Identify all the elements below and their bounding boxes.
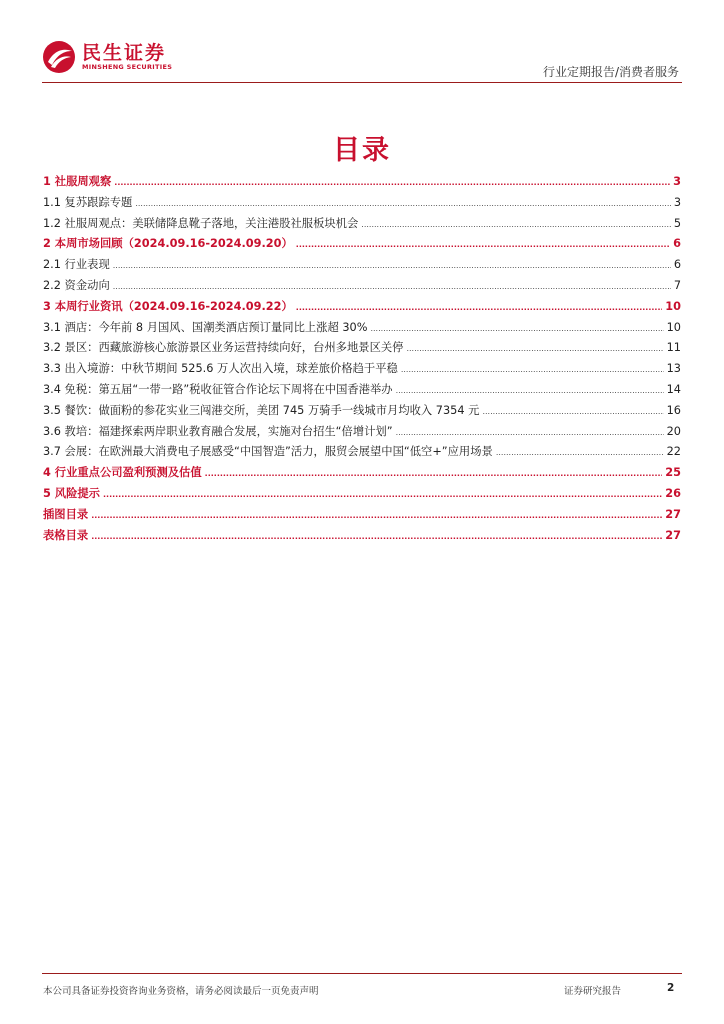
toc-entry-label: 3.4 免税：第五届“一带一路”税收征管合作论坛下周将在中国香港举办 — [43, 382, 393, 396]
footer-report-type: 证券研究报告 — [564, 986, 622, 997]
toc-entry-label: 2 本周市场回顾（2024.09.16-2024.09.20） — [43, 237, 293, 251]
toc-entry-label: 3.7 会展：在欧洲最大消费电子展感受“中国智造”活力，服贸会展望中国“低空+”应用场景 — [43, 445, 493, 459]
toc-dot-leader — [113, 282, 671, 291]
toc-entry-page: 10 — [665, 299, 681, 313]
toc-entry-page: 16 — [666, 403, 681, 417]
toc-entry[interactable] — [43, 527, 681, 548]
page-header — [0, 0, 724, 84]
toc-title: 目录 — [333, 135, 391, 166]
toc-entry-label: 3.6 教培：福建探索两岸职业教育融合发展，实施对台招生“倍增计划” — [43, 424, 393, 438]
toc-entry[interactable] — [43, 194, 681, 215]
toc-dot-leader — [113, 261, 671, 270]
toc-entry-page: 20 — [666, 424, 681, 438]
toc-entry[interactable] — [43, 319, 681, 340]
logo-chinese-name: 民生证券 — [82, 41, 167, 64]
toc-dot-leader — [296, 240, 670, 249]
toc-entry[interactable] — [43, 443, 681, 464]
toc-entry-page: 13 — [666, 362, 681, 376]
toc-entry[interactable] — [43, 298, 681, 319]
toc-entry[interactable] — [43, 173, 681, 194]
toc-entry[interactable] — [43, 215, 681, 236]
toc-entry-label: 2.2 资金动向 — [43, 278, 110, 292]
toc-entry-page: 26 — [665, 486, 681, 500]
toc-dot-leader — [205, 469, 663, 478]
toc-entry-label: 3.5 餐饮：做面粉的参花实业三闯港交所，美团 745 万骑手一线城市月均收入 7354 元 — [43, 403, 480, 417]
toc-entry-label: 3.2 景区：西藏旅游核心旅游景区业务运营持续向好，台州多地景区关停 — [43, 341, 404, 355]
toc-entry-page: 14 — [666, 382, 681, 396]
toc-dot-leader — [401, 365, 664, 374]
toc-dot-leader — [396, 386, 664, 395]
toc-dot-leader — [396, 428, 664, 437]
toc-entry-page: 22 — [666, 445, 681, 459]
toc-entry[interactable] — [43, 360, 681, 381]
toc-entry-page: 5 — [673, 216, 681, 230]
toc-entry[interactable] — [43, 381, 681, 402]
minsheng-logo-icon — [42, 40, 76, 74]
toc-entry[interactable] — [43, 339, 681, 360]
toc-entry-label: 2.1 行业表现 — [43, 258, 110, 272]
toc-entry[interactable] — [43, 506, 681, 527]
toc-dot-leader — [406, 344, 663, 353]
toc-entry-page: 6 — [673, 237, 681, 251]
toc-entry-page: 25 — [665, 466, 681, 480]
toc-entry-label: 插图目录 — [43, 507, 89, 521]
toc-entry[interactable] — [43, 235, 681, 256]
toc-entry-label: 5 风险提示 — [43, 486, 100, 500]
toc-dot-leader — [135, 199, 670, 208]
toc-entry-page: 7 — [673, 278, 681, 292]
logo-english-name: MINSHENG SECURITIES — [82, 62, 173, 71]
toc-dot-leader — [296, 303, 662, 312]
toc-entry-page: 3 — [673, 175, 681, 188]
toc-entry[interactable] — [43, 485, 681, 506]
footer-divider — [42, 973, 682, 974]
header-divider — [42, 82, 682, 83]
toc-entry[interactable] — [43, 277, 681, 298]
toc-entry-label: 1.2 社服周观点：美联储降息靴子落地，关注港股社服板块机会 — [43, 216, 359, 230]
toc-dot-leader — [91, 511, 662, 520]
table-of-contents — [43, 173, 681, 547]
toc-dot-leader — [91, 532, 662, 541]
toc-entry-label: 表格目录 — [43, 528, 89, 542]
toc-entry-page: 6 — [673, 258, 681, 272]
toc-dot-leader — [114, 178, 670, 187]
toc-entry-label: 1.1 复苏跟踪专题 — [43, 195, 133, 209]
toc-entry[interactable] — [43, 464, 681, 485]
toc-entry-page: 3 — [673, 195, 681, 209]
toc-entry-page: 27 — [665, 528, 681, 542]
toc-dot-leader — [361, 220, 671, 229]
toc-dot-leader — [482, 407, 663, 416]
toc-entry[interactable] — [43, 423, 681, 444]
toc-entry-page: 27 — [665, 507, 681, 521]
toc-entry-label: 1 社服周观察 — [43, 175, 112, 188]
toc-entry-label: 3 本周行业资讯（2024.09.16-2024.09.22） — [43, 299, 293, 313]
toc-entry-label: 3.3 出入境游：中秋节期间 525.6 万人次出入境，球差旅价格趋于平稳 — [43, 362, 398, 376]
toc-entry-label: 3.1 酒店：今年前 8 月国风、国潮类酒店预订量同比上涨超 30% — [43, 320, 368, 334]
toc-entry[interactable] — [43, 402, 681, 423]
company-logo — [42, 40, 172, 74]
toc-entry[interactable] — [43, 256, 681, 277]
toc-dot-leader — [103, 490, 662, 499]
report-category: 行业定期报告/消费者服务 — [542, 65, 679, 79]
toc-entry-page: 10 — [666, 320, 681, 334]
toc-entry-label: 4 行业重点公司盈利预测及估值 — [43, 466, 202, 480]
footer-disclaimer: 本公司具备证券投资咨询业务资格，请务必阅读最后一页免责声明 — [43, 986, 319, 997]
toc-entry-page: 11 — [666, 341, 681, 355]
toc-dot-leader — [370, 324, 663, 333]
footer-page-number: 2 — [667, 982, 675, 994]
toc-dot-leader — [496, 448, 664, 457]
